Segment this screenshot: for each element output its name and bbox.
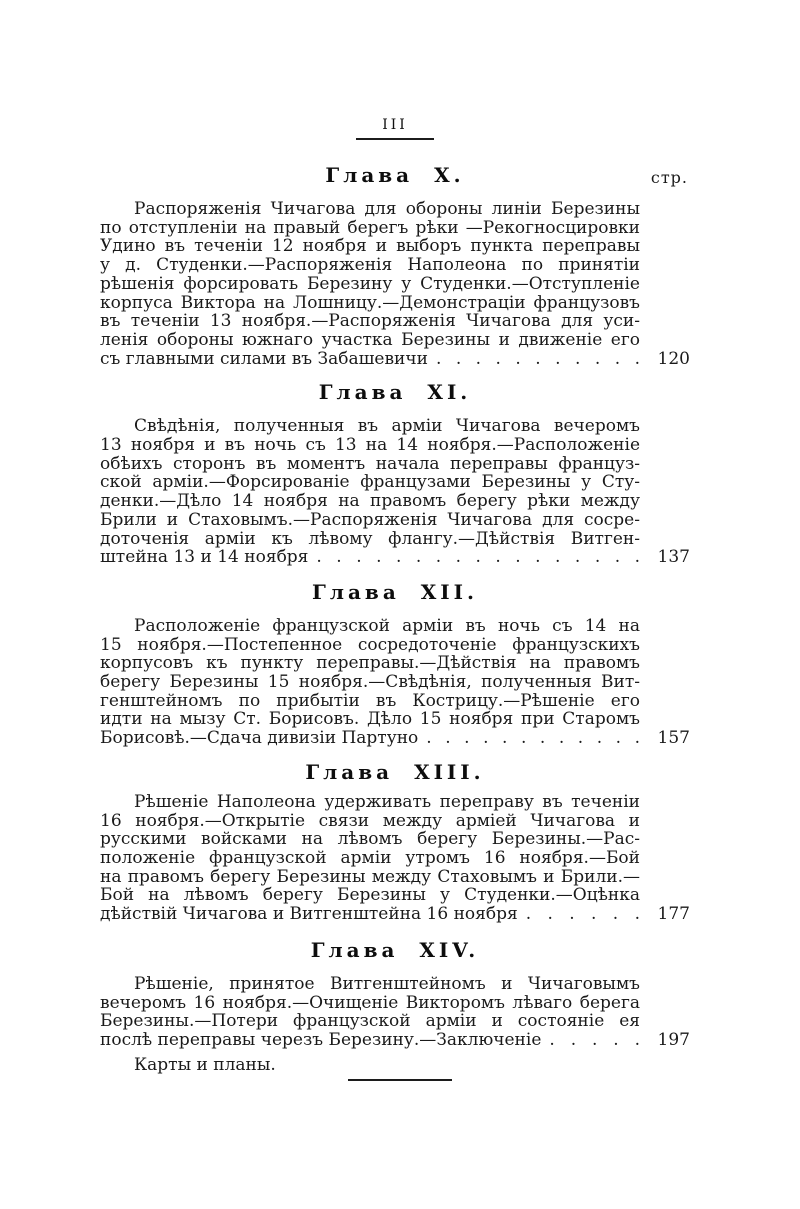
toc-line: Рѣшеніе, принятое Витгенштейномъ и Чичаговымъ <box>134 973 640 994</box>
toc-line-last <box>100 905 690 924</box>
chapter-heading-xii <box>100 581 690 603</box>
chapter-heading-x <box>100 164 690 186</box>
toc-line: рѣшенія форсировать Березину у Студенки.—Отступленіе <box>100 273 640 294</box>
chapter-page-number: 137 <box>657 547 690 568</box>
dot-leader: . . . . . . . . . . . . . . . . . <box>316 548 640 567</box>
toc-line: вечеромъ 16 ноября.—Очищеніе Викторомъ лѣваго берега <box>100 992 640 1013</box>
toc-line: доточенія арміи къ лѣвому флангу.—Дѣйствія Витген- <box>100 528 640 549</box>
chapter-title: Глава XIV. <box>310 937 480 962</box>
toc-line: идти на мызу Ст. Борисовъ. Дѣло 15 ноября при Старомъ <box>100 709 640 730</box>
toc-line-text: дѣйствій Чичагова и Витгенштейна 16 ноября <box>100 904 518 925</box>
toc-line-last <box>100 350 690 369</box>
toc-line: у д. Студенки.—Распоряженія Наполеона по принятіи <box>100 255 640 276</box>
chapter-heading-xiii <box>100 761 690 783</box>
toc-line: ской арміи.—Форсированіе французами Березины у Сту- <box>100 472 640 493</box>
chapter-title: Глава XI. <box>318 380 472 405</box>
chapter-summary-xiv <box>100 975 690 1050</box>
dot-leader: . . . . . . <box>525 905 640 924</box>
toc-line: генштейномъ по прибытіи въ Кострицу.—Рѣшеніе его <box>100 690 640 711</box>
toc-line: денки.—Дѣло 14 ноября на правомъ берегу рѣки между <box>100 491 640 512</box>
toc-line: по отступленіи на правый берегъ рѣки —Рекогносцировки <box>100 217 640 238</box>
toc-line: Бой на лѣвомъ берегу Березины у Студенки.—Оцѣнка <box>100 885 640 906</box>
toc-line-text: штейна 13 и 14 ноября <box>100 547 309 568</box>
chapter-page-number: 177 <box>657 904 690 925</box>
toc-line: положеніе французской арміи утромъ 16 ноября.—Бой <box>100 847 640 868</box>
chapter-title: Глава XII. <box>312 579 478 604</box>
chapter-summary-xii <box>100 617 690 748</box>
toc-line: на правомъ берегу Березины между Стаховымъ и Брили.— <box>100 866 640 887</box>
toc-line: ленія обороны южнаго участка Березины и движеніе его <box>100 329 640 350</box>
chapter-title: Глава X. <box>325 163 465 187</box>
dot-leader: . . . . . . . . . . . <box>435 349 640 369</box>
toc-line: берегу Березины 15 ноября.—Свѣдѣнія, полученныя Вит- <box>100 672 640 693</box>
toc-line: Удино въ теченіи 12 ноября и выборъ пункта переправы <box>100 236 640 257</box>
chapter-page-number: 157 <box>657 728 690 749</box>
chapter-heading-xi <box>100 381 690 403</box>
toc-line-text: послѣ переправы черезъ Березину.—Заключеніе <box>100 1029 542 1050</box>
toc-line: 13 ноября и въ ночь съ 13 на 14 ноября.—Расположеніе <box>100 435 640 456</box>
end-rule <box>348 1079 452 1081</box>
chapter-summary-x <box>100 200 690 368</box>
toc-line: Свѣдѣнія, полученныя въ арміи Чичагова вечеромъ <box>134 416 640 437</box>
toc-line: Березины.—Потери французской арміи и состояніе ея <box>100 1011 640 1032</box>
toc-line: 16 ноября.—Открытіе связи между арміей Чичагова и <box>100 810 640 831</box>
toc-line: корпуса Виктора на Лошницу.—Демонстраціи французовъ <box>100 292 640 313</box>
toc-line: Рѣшеніе Наполеона удерживать переправу въ теченіи <box>134 791 640 812</box>
toc-line: въ теченіи 13 ноября.—Распоряженія Чичагова для уси- <box>100 311 640 332</box>
toc-line-text: съ главными силами въ Забашевичи <box>100 348 428 369</box>
folio-rule <box>356 138 434 140</box>
toc-line: корпусовъ къ пункту переправы.—Дѣйствія на правомъ <box>100 653 640 674</box>
toc-line-last <box>100 729 690 748</box>
toc-line-last <box>100 548 690 567</box>
toc-line-last <box>100 1031 690 1050</box>
toc-line: русскими войсками на лѣвомъ берегу Березины.—Рас- <box>100 829 640 850</box>
table-of-contents <box>100 118 690 1081</box>
toc-line: 15 ноября.—Постепенное сосредоточеніе французскихъ <box>100 634 640 655</box>
chapter-summary-xi <box>100 417 690 567</box>
chapter-page-number: 120 <box>657 348 690 369</box>
toc-line: Распоряженія Чичагова для обороны линіи Березины <box>134 199 640 219</box>
chapter-summary-xiii <box>100 793 690 924</box>
folio-page-number: III <box>382 117 408 133</box>
page-column-label: стр. <box>650 168 688 187</box>
chapter-page-number: 197 <box>657 1029 690 1050</box>
toc-line: Брили и Стаховымъ.—Распоряженія Чичагова для сосре- <box>100 509 640 530</box>
dot-leader: . . . . . . . . . . . . <box>426 729 640 748</box>
toc-line: обѣихъ сторонъ въ моментъ начала переправы француз- <box>100 453 640 474</box>
toc-line-text: Борисовѣ.—Сдача дивизіи Партуно <box>100 728 419 749</box>
chapter-heading-xiv <box>100 939 690 961</box>
toc-line: Расположеніе французской арміи въ ночь съ 14 на <box>134 615 640 636</box>
maps-and-plans-note: Карты и планы. <box>134 1054 276 1075</box>
chapter-title: Глава XIII. <box>305 759 485 784</box>
dot-leader: . . . . . <box>549 1030 640 1050</box>
